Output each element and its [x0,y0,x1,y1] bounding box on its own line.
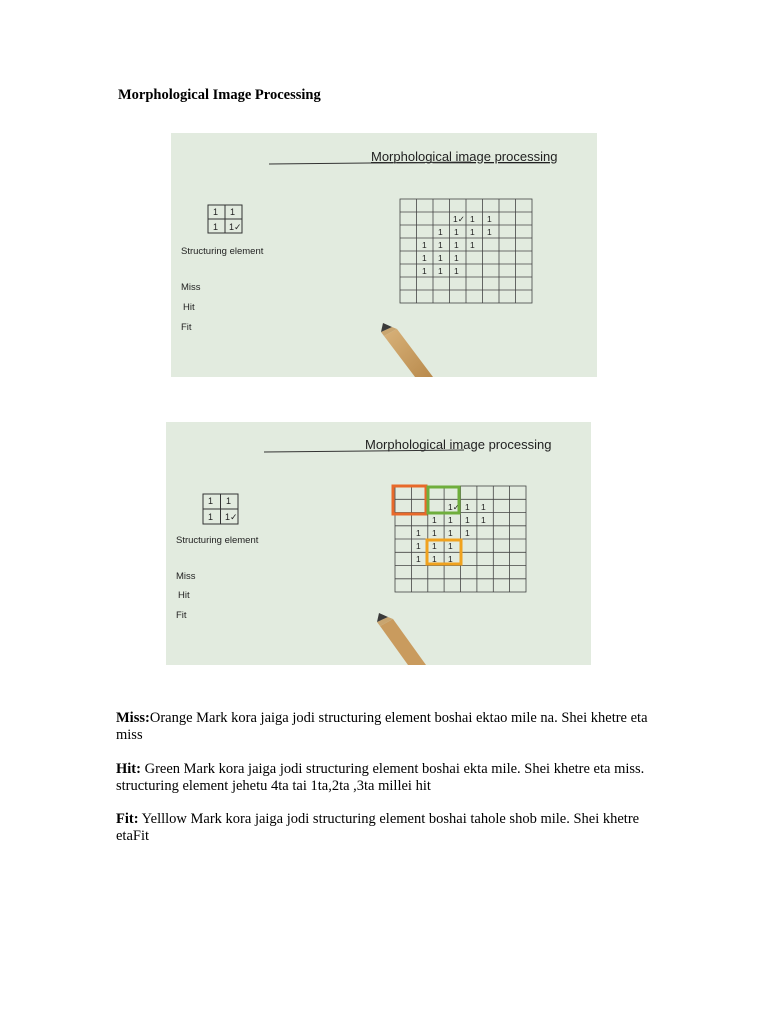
grid-cell: 1 [454,253,459,263]
miss-text: Orange Mark kora jaiga jodi structuring element boshai ektao mile na. Shei khetre eta miss [116,710,648,743]
hit-label: Hit: [116,761,141,777]
grid-cell: 1 [416,528,421,538]
term-hit: Hit [183,302,195,313]
se-cell: 1 [230,207,236,217]
se-cell: 1 [208,496,214,506]
photo-heading: Morphological image processing [371,149,558,164]
document-title: Morphological Image Processing [118,87,321,103]
grid-cell: 1 [481,502,486,512]
grid-cell: 1 [438,253,443,263]
se-cell: 1 [213,207,219,217]
grid-cell: 1 [416,541,421,551]
grid-cell: 1 [422,266,427,276]
grid-cell: 1 [454,240,459,250]
grid-cell: 1 [465,515,470,525]
whiteboard-photo-1 [171,133,597,377]
term-fit: Fit [176,610,187,621]
structuring-element-label: Structuring element [176,535,259,546]
grid-cell: 1 [454,266,459,276]
grid-cell: 1 [470,227,475,237]
term-miss: Miss [181,282,201,293]
se-cell: 1✓ [225,512,238,522]
term-miss: Miss [176,571,196,582]
term-fit: Fit [181,322,192,333]
grid-cell: 1 [416,554,421,564]
grid-cell: 1 [422,240,427,250]
grid-cell: 1 [438,266,443,276]
grid-cell: 1 [448,515,453,525]
se-cell: 1 [213,222,219,232]
hit-text: Green Mark kora jaiga jodi structuring element boshai ekta mile. Shei khetre eta miss. structuring element jehetu 4ta tai 1ta,2ta ,3ta millei hit [116,761,645,794]
whiteboard-drawing-1 [171,133,597,377]
fit-paragraph [116,811,661,845]
se-cell: 1 [208,512,214,522]
grid-cell: 1 [448,541,453,551]
term-hit: Hit [178,590,190,601]
grid-cell: 1 [465,528,470,538]
fit-text: Yelllow Mark kora jaiga jodi structuring element boshai tahole shob mile. Shei khetre etaFit [116,811,640,844]
grid-cell: 1 [432,541,437,551]
grid-cell: 1 [432,528,437,538]
grid-cell: 1 [454,227,459,237]
photo-heading: Morphological image processing [365,437,552,452]
hit-paragraph [116,761,661,795]
miss-paragraph [116,710,661,744]
grid-cell: 1 [465,502,470,512]
grid-cell: 1 [422,253,427,263]
grid-cell: 1 [470,240,475,250]
se-cell: 1✓ [229,222,242,232]
se-cell: 1 [226,496,232,506]
grid-cell: 1 [448,528,453,538]
grid-cell: 1 [487,214,492,224]
grid-cell: 1✓ [448,502,460,512]
whiteboard-photo-2 [166,422,591,665]
miss-label: Miss: [116,710,150,726]
grid-cell: 1 [438,227,443,237]
grid-cell: 1✓ [453,214,465,224]
grid-cell: 1 [470,214,475,224]
fit-label: Fit: [116,811,139,827]
whiteboard-drawing-2 [166,422,591,665]
structuring-element-label: Structuring element [181,246,264,257]
grid-cell: 1 [432,515,437,525]
grid-cell: 1 [432,554,437,564]
grid-cell: 1 [438,240,443,250]
grid-cell: 1 [487,227,492,237]
grid-cell: 1 [448,554,453,564]
grid-cell: 1 [481,515,486,525]
